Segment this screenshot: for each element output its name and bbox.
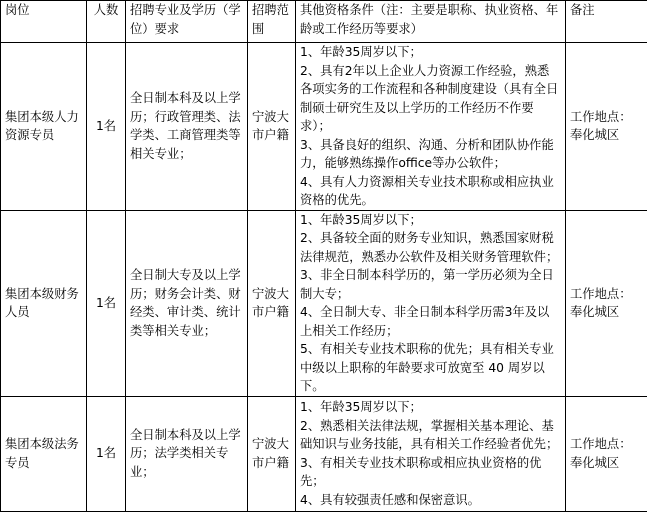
- requirement-item: 3、具备良好的组织、沟通、分析和团队协作能力，能够熟练操作office等办公软件；: [300, 136, 561, 173]
- header-position: 岗位: [1, 1, 87, 43]
- requirement-item: 4、具有较强责任感和保密意识。: [300, 491, 561, 510]
- requirement-item: 1、年龄35周岁以下；: [300, 398, 561, 417]
- header-requirements: 其他资格条件（注：主要是职称、执业资格、年龄或工作经历等要求）: [296, 1, 566, 43]
- table-row: [1, 396, 647, 511]
- education-cell: 全日制大专及以上学历；财务会计类、财经类、审计类、统计类等相关专业；: [126, 210, 248, 396]
- notes-cell: 工作地点：奉化城区: [566, 43, 647, 211]
- requirement-item: 3、非全日制本科学历的，第一学历必须为全日制大专；: [300, 266, 561, 303]
- scope-cell: 宁波大市户籍: [248, 396, 296, 511]
- education-cell: 全日制本科及以上学历；行政管理类、法学类、工商管理类等相关专业；: [126, 43, 248, 211]
- scope-cell: 宁波大市户籍: [248, 43, 296, 211]
- header-scope: 招聘范围: [248, 1, 296, 43]
- requirement-item: 1、年龄35周岁以下；: [300, 43, 561, 62]
- notes-cell: 工作地点：奉化城区: [566, 210, 647, 396]
- requirements-cell: [296, 43, 566, 211]
- requirement-item: 1、年龄35周岁以下；: [300, 211, 561, 230]
- requirement-item: 3、有相关专业技术职称或相应执业资格的优先；: [300, 454, 561, 491]
- header-education: 招聘专业及学历（学位）要求: [126, 1, 248, 43]
- requirement-item: 4、全日制大专、非全日制本科学历需3年及以上相关工作经历；: [300, 303, 561, 340]
- scope-cell: 宁波大市户籍: [248, 210, 296, 396]
- table-row: [1, 43, 647, 211]
- header-notes: 备注: [566, 1, 647, 43]
- position-cell: 集团本级法务专员: [1, 396, 87, 511]
- requirement-item: 2、具有2年以上企业人力资源工作经验，熟悉各项实务的工作流程和各种制度建设（具有全日制硕士研究生及以上学历的工作经历不作要求）；: [300, 62, 561, 136]
- notes-cell: 工作地点：奉化城区: [566, 396, 647, 511]
- requirement-item: 4、具有人力资源相关专业技术职称或相应执业资格的优先。: [300, 173, 561, 210]
- table-row: [1, 210, 647, 396]
- header-row: [1, 1, 647, 43]
- count-cell: 1名: [87, 396, 126, 511]
- position-cell: 集团本级财务人员: [1, 210, 87, 396]
- count-cell: 1名: [87, 43, 126, 211]
- requirement-item: 5、有相关专业技术职称的优先；具有相关专业中级以上职称的年龄要求可放宽至 40 周岁以下。: [300, 340, 561, 396]
- requirement-item: 2、熟悉相关法律法规，掌握相关基本理论、基础知识与业务技能，具有相关工作经验者优先；: [300, 417, 561, 454]
- requirement-item: 2、具备较全面的财务专业知识，熟悉国家财税法律规范，熟悉办公软件及相关财务管理软件；: [300, 229, 561, 266]
- position-cell: 集团本级人力资源专员: [1, 43, 87, 211]
- header-count: 人数: [87, 1, 126, 43]
- requirements-cell: [296, 396, 566, 511]
- education-cell: 全日制本科及以上学历；法学类相关专业；: [126, 396, 248, 511]
- count-cell: 1名: [87, 210, 126, 396]
- requirements-cell: [296, 210, 566, 396]
